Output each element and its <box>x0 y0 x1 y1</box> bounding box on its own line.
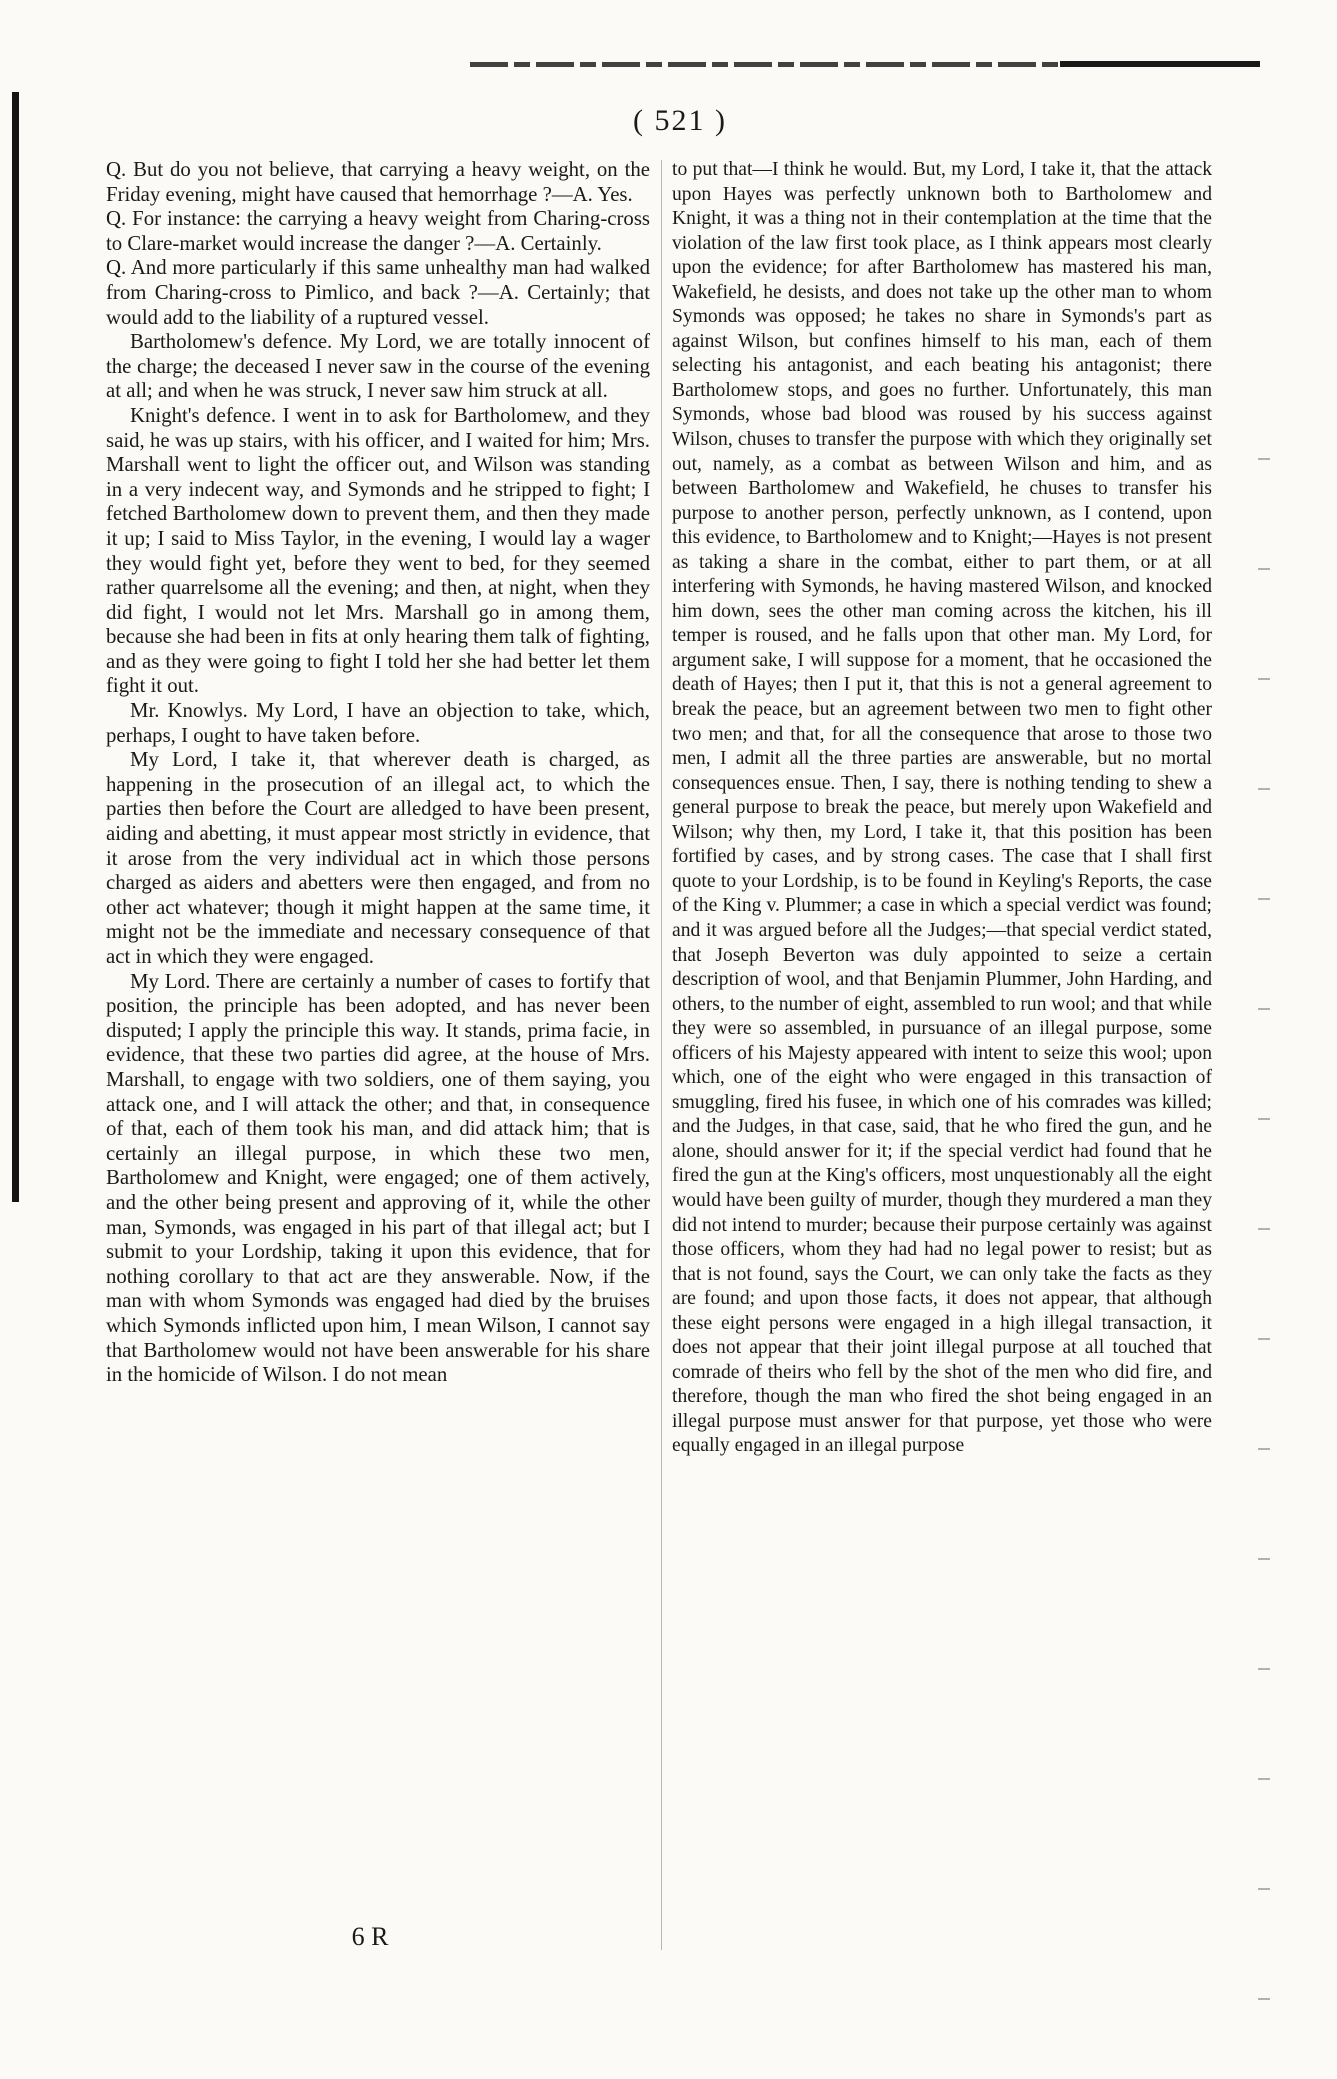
paragraph: Q. And more particularly if this same unhealthy man had walked from Charing-cross to Pimlico, and back ?—A. Certainly; that would add to the liability of a ruptured vessel. <box>106 256 650 329</box>
right-margin-marks <box>1258 420 1270 2020</box>
left-margin-bar <box>12 92 19 1202</box>
paragraph: My Lord. There are certainly a number of cases to fortify that position, the principle has been adopted, and has never been disputed; I apply the principle this way. It stands, prima facie, in evidence, that these two parties did agree, at the house of Mrs. Marshall, to engage with two soldiers, one of them saying, you attack one, and I will attack the other; and that, in consequence of that, each of them took his man, and did attack him; that is certainly an illegal purpose, in which these two men, Bartholomew and Knight, were engaged; one of them actively, and the other being present and approving of it, while the other man, Symonds, was engaged in his part of that illegal act; but I submit to your Lordship, taking it upon this evidence, that for nothing corollary to that act are they answerable. Now, if the man with whom Symonds was engaged had died by the bruises which Symonds inflicted upon him, I mean Wilson, I cannot say that Bartholomew would not have been answerable for his share in the homicide of Wilson. I do not mean <box>106 969 650 1387</box>
paragraph: Mr. Knowlys. My Lord, I have an objection to take, which, perhaps, I ought to have taken before. <box>106 699 650 747</box>
signature-mark: 6 R <box>351 1922 389 1951</box>
paragraph: Bartholomew's defence. My Lord, we are totally innocent of the charge; the deceased I never saw in the course of the evening at all; and when he was struck, I never saw him struck at all. <box>106 330 650 403</box>
paragraph: Knight's defence. I went in to ask for Bartholomew, and they said, he was up stairs, with his officer, and I waited for him; Mrs. Marshall went to light the officer out, and Wilson was standing in a very indecent way, and Symonds and he stripped to fight; I fetched Bartholomew down to prevent them, and then they made it up; I said to Miss Taylor, in the evening, I would lay a wager they would fight yet, before they went to bed, for they seemed rather quarrelsome all the evening; and then, at night, when they did fight, I would not let Mrs. Marshall go in among them, because she had been in fits at only hearing them talk of fighting, and as they were going to fight I told her she had better let them fight it out. <box>106 403 650 698</box>
paragraph: Q. For instance: the carrying a heavy weight from Charing-cross to Clare-market would increase the danger ?—A. Certainly. <box>106 207 650 255</box>
column-divider <box>661 160 662 1950</box>
paragraph: My Lord, I take it, that wherever death is charged, as happening in the prosecution of an illegal act, to which the parties then before the Court are alledged to have been present, aiding and abetting, it must appear most strictly in evidence, that it arose from the very individual act in which those persons charged as aiders and abetters were then engaged, and from no other act whatever; though it might happen at the same time, it might not be the immediate and necessary consequence of that act in which they were engaged. <box>106 748 650 968</box>
paragraph: to put that—I think he would. But, my Lord, I take it, that the attack upon Hayes was perfectly unknown both to Bartholomew and Knight, it was a thing not in their contemplation at the time that the violation of the law first took place, as I think appears most clearly upon the evidence; for after Bartholomew has mastered his man, Wakefield, he desists, and does not take up the other man to whom Symonds was opposed; he takes no share in Symonds's part as against Wilson, but confines himself to his man, each of them selecting his antagonist, and each beating his antagonist; there Bartholomew stops, and goes no further. Unfortunately, this man Symonds, whose bad blood was roused by his success against Wilson, chuses to transfer the purpose with which they originally set out, namely, as a combat as between Wilson and him, and as between Bartholomew and Wakefield, he chuses to transfer his purpose to another person, perfectly unknown, as I contend, upon this evidence, to Bartholomew and to Knight;—Hayes is not present as taking a share in the combat, either to part them, or at all interfering with Symonds, he having mastered Wilson, and knocked him down, sees the other man coming across the kitchen, his ill temper is roused, and he falls upon that other man. My Lord, for argument sake, I will suppose for a moment, that he occasioned the death of Hayes; then I put it, that this is not a general agreement to break the peace, but an agreement between two men to fight other two men; and that, for all the consequence that arose to those two men, I admit all the three parties are answerable, but no mortal consequences ensue. Then, I say, there is nothing tending to shew a general purpose to break the peace, but merely upon Wakefield and Wilson; why then, my Lord, I take it, that this position has been fortified by cases, and by strong cases. The case that I shall first quote to your Lordship, is to be found in Keyling's Reports, the case of the King v. Plummer; a case in which a special verdict was found; and it was argued before all the Judges;—that special verdict stated, that Joseph Beverton was duly appointed to seize a certain description of wool, and that Benjamin Plummer, John Harding, and others, to the number of eight, assembled to run wool; and that while they were so assembled, in pursuance of an illegal purpose, some officers of his Majesty appeared with intent to seize this wool; upon which, one of the eight who were engaged in this transaction of smuggling, fired his fusee, in which one of his comrades was killed; and the Judges, in that case, said, that he who fired the gun, and he alone, should answer for it; if the special verdict had found that he fired the gun at the King's officers, most unquestionably all the eight would have been guilty of murder, though they murdered a man they did not intend to murder; because their purpose certainly was against those officers, whom they had had no legal power to resist; but as that is not found, says the Court, we can only take the facts as they are found; and upon those facts, it does not appear, that although these eight persons were engaged in a high illegal transaction, it does not appear that their joint illegal purpose at all touched that comrade of theirs who fell by the shot of the men who did fire, and therefore, though the man who fired the shot being engaged in an illegal purpose must answer for that purpose, yet those who were equally engaged in an illegal purpose <box>672 159 1212 1457</box>
left-column <box>106 158 650 1388</box>
page-number: ( 521 ) <box>633 104 727 137</box>
right-column <box>672 158 1212 1459</box>
paragraph: Q. But do you not believe, that carrying a heavy weight, on the Friday evening, might have caused that hemorrhage ?—A. Yes. <box>106 158 650 206</box>
header-rule-solid <box>1060 61 1260 67</box>
